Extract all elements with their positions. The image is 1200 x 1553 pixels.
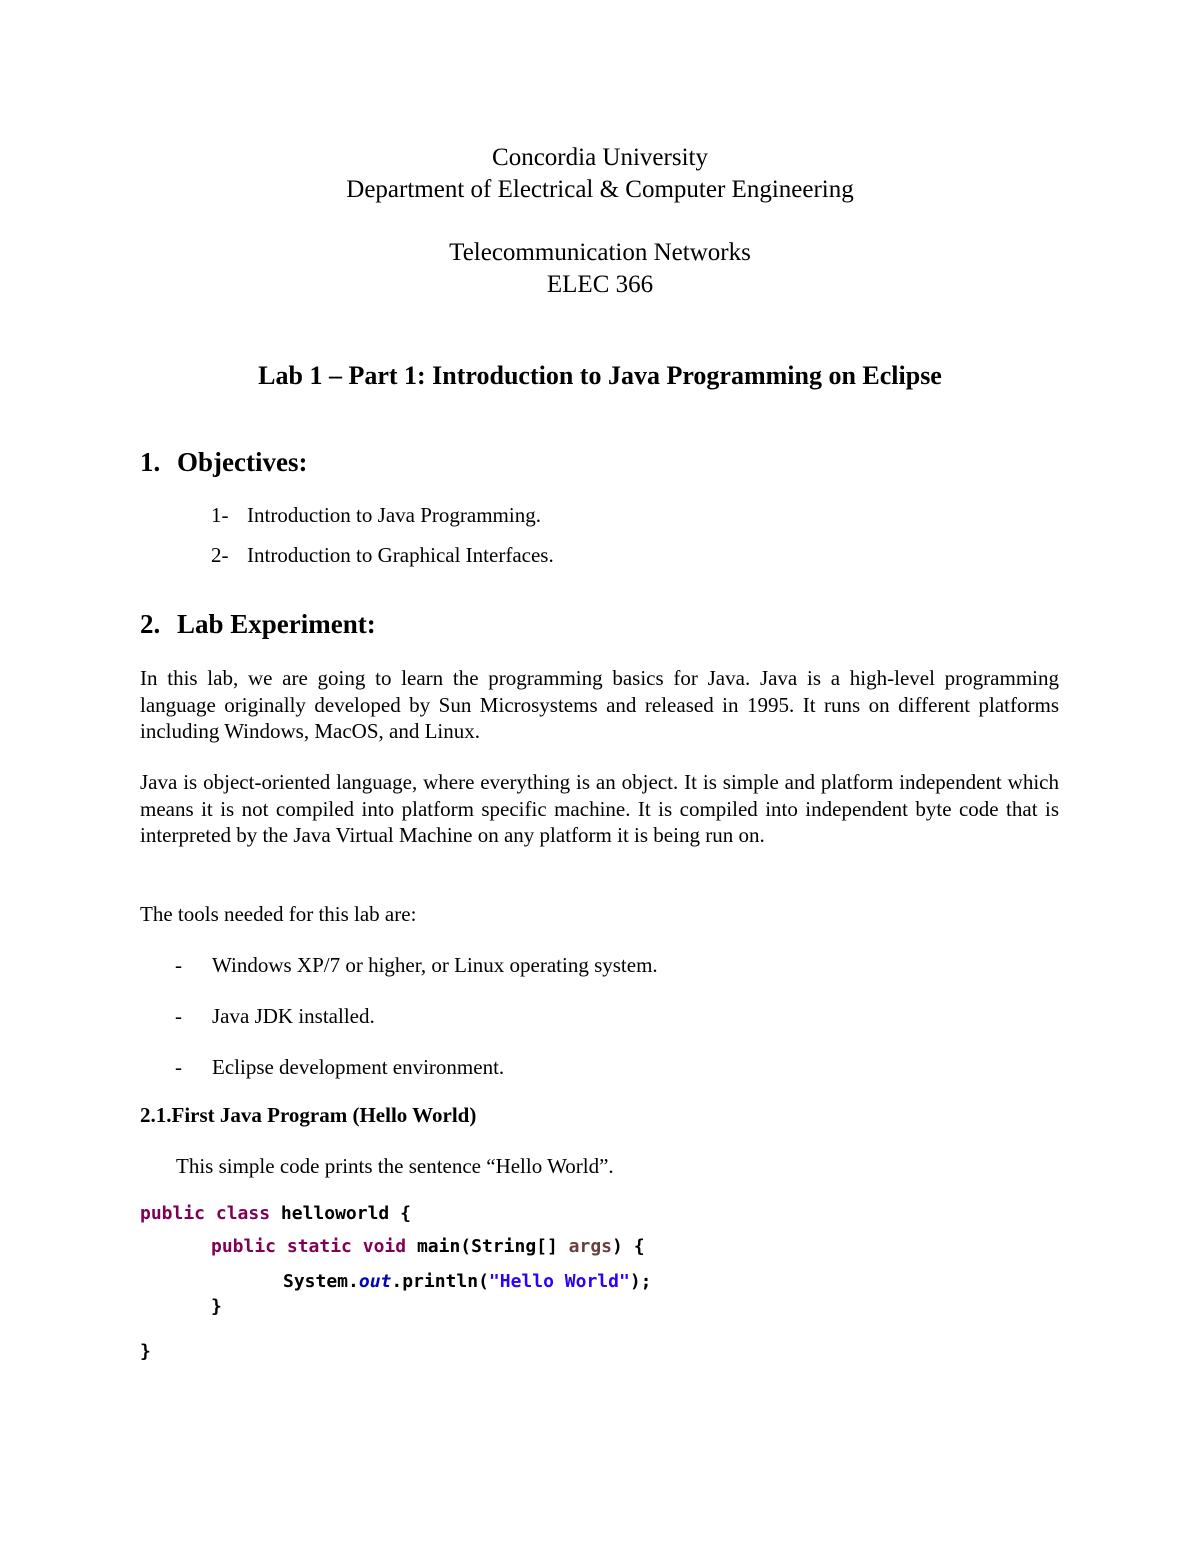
code-keyword: static (286, 1236, 352, 1257)
objectives-list (211, 501, 554, 581)
list-item (175, 951, 658, 1002)
list-marker: 1- (211, 503, 229, 527)
code-text: main(String[] (406, 1236, 569, 1257)
code-text: .println( (391, 1271, 489, 1292)
code-keyword: public (140, 1203, 206, 1224)
list-item (211, 501, 554, 541)
list-item-text: Java JDK installed. (212, 1004, 375, 1028)
code-description: This simple code prints the sentence “Hello World”. (176, 1154, 614, 1178)
tools-list (175, 951, 658, 1104)
code-line-5: } (140, 1341, 151, 1362)
code-text: helloworld { (270, 1203, 411, 1224)
list-marker: - (175, 1055, 182, 1079)
section-objectives-heading (140, 446, 307, 478)
subsection-heading: 2.1.First Java Program (Hello World) (140, 1103, 477, 1127)
code-argument: args (568, 1236, 613, 1257)
code-keyword: void (362, 1236, 407, 1257)
course-name: Telecommunication Networks (449, 239, 751, 266)
list-marker: - (175, 953, 182, 977)
lab-title: Lab 1 – Part 1: Introduction to Java Programming on Eclipse (258, 361, 942, 390)
code-keyword: public (211, 1236, 277, 1257)
code-text: System. (283, 1271, 359, 1292)
department-name: Department of Electrical & Computer Engineering (346, 176, 854, 203)
code-field: out (358, 1271, 392, 1292)
code-keyword: class (215, 1203, 271, 1224)
java-description-paragraph: Java is object-oriented language, where everything is an object. It is simple and platform independent which means it is not compiled into platform specific machine. It is compiled into independent byte code that is interpreted by the Java Virtual Machine on any platform it is being run on. (140, 770, 1059, 847)
code-text: ) { (612, 1236, 645, 1257)
list-item (175, 1053, 658, 1104)
list-item (175, 1002, 658, 1053)
list-item-text: Introduction to Java Programming. (247, 503, 541, 527)
list-marker: 2- (211, 543, 229, 567)
code-line-4: } (211, 1296, 222, 1317)
university-name: Concordia University (492, 144, 708, 171)
list-marker: - (175, 1004, 182, 1028)
section-number: 1. (140, 447, 161, 477)
section-title: Objectives: (177, 447, 308, 477)
code-string: "Hello World" (488, 1271, 630, 1292)
code-line-2 (211, 1233, 645, 1261)
list-item-text: Eclipse development environment. (212, 1055, 505, 1079)
intro-paragraph: In this lab, we are going to learn the programming basics for Java. Java is a high-level programming language originally developed by Sun Microsystems and released in 1995. It runs on different platforms including Windows, MacOS, and Linux. (140, 666, 1059, 743)
section-lab-experiment-heading (140, 608, 376, 640)
course-code: ELEC 366 (546, 271, 654, 298)
code-text: ); (629, 1271, 652, 1292)
list-item-text: Windows XP/7 or higher, or Linux operating system. (212, 953, 658, 977)
code-line-3 (283, 1268, 652, 1296)
tools-intro: The tools needed for this lab are: (140, 902, 417, 926)
code-line-1 (140, 1200, 411, 1228)
list-item (211, 541, 554, 581)
section-number: 2. (140, 609, 161, 639)
section-title: Lab Experiment: (177, 609, 376, 639)
list-item-text: Introduction to Graphical Interfaces. (247, 543, 554, 567)
